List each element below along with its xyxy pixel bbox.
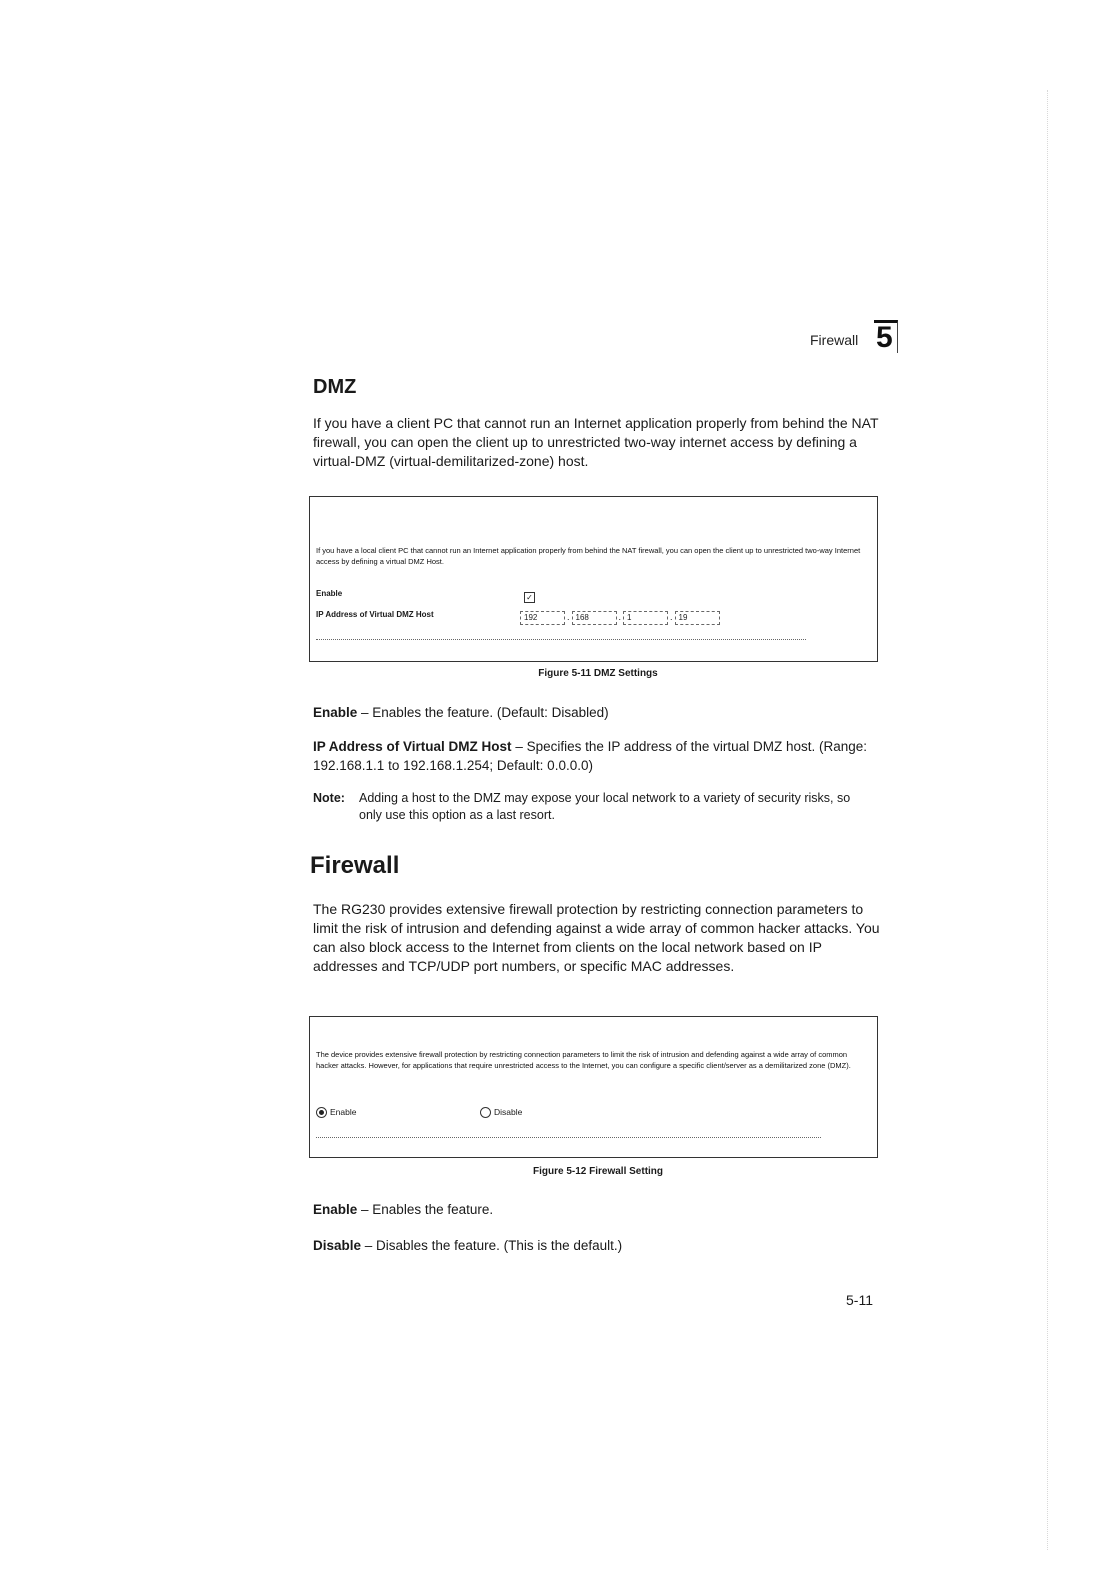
firewall-intro: The RG230 provides extensive firewall protection by restricting connection parameters to limit the risk of intrusion and defending against a wide array of common hacker attacks. You can also block access to the Internet from clients on the local network based on IP addresses and TCP/UDP port numbers, or specific MAC addresses. [313,901,880,974]
dmz-screenshot-divider [316,639,806,640]
radio-enable-label: Enable [330,1107,357,1117]
dmz-heading: DMZ [313,376,357,398]
def-text: – Enables the feature. [361,1202,494,1217]
firewall-disable-radio[interactable] [480,1107,522,1118]
radio-selected-icon [316,1107,327,1118]
note-label: Note: [313,791,345,805]
dmz-enable-label: Enable [316,589,343,598]
figure-5-11-caption: Figure 5-11 DMZ Settings [538,668,658,679]
def-fw-disable [313,1236,883,1255]
def-fw-enable [313,1200,883,1219]
chapter-number: 5 [874,320,898,353]
dmz-intro: If you have a client PC that cannot run an Internet application properly from behind the NAT firewall, you can open the client up to unrestricted two-way internet access by defining a virtual-DMZ (virtual-demilitarized-zone) host. [313,415,879,469]
radio-unselected-icon [480,1107,491,1118]
def-text: – Disables the feature. (This is the default.) [364,1238,623,1253]
dmz-screenshot-description: If you have a local client PC that cannot run an Internet application properly from behind the NAT firewall, you can open the client up to unrestricted two-way Internet access by defining a virtual DMZ Host. [316,546,861,566]
def-text: – Enables the feature. (Default: Disabled) [361,705,609,720]
check-icon: ✓ [524,592,535,603]
firewall-screenshot-description: The device provides extensive firewall protection by restricting connection parameters to limit the risk of intrusion and defending against a wide array of common hacker attacks. However, for applications that require unrestricted access to the Internet, you can configure a specific client/server as a demilitarized zone (DMZ). [316,1050,851,1070]
def-term: IP Address of Virtual DMZ Host [313,739,512,754]
def-term: Disable [313,1238,362,1253]
dmz-ip-label: IP Address of Virtual DMZ Host [316,610,434,619]
page-number: 5-11 [846,1292,873,1308]
figure-5-12-caption: Figure 5-12 Firewall Setting [532,1166,664,1177]
def-text: – Specifies the IP address of the virtual DMZ host. (Range: 192.168.1.1 to 192.168.1.254; Default: 0.0.0.0) [313,739,867,773]
dmz-settings-screenshot [309,496,878,662]
running-header-title: Firewall [810,332,859,348]
firewall-settings-screenshot [309,1016,878,1158]
def-term: Enable [313,705,358,720]
dmz-ip-fields: 192 . 168 . 1 . 19 [520,607,722,625]
dmz-enable-checkbox[interactable] [524,587,535,605]
note-text: Adding a host to the DMZ may expose your local network to a variety of security risks, so only use this option as a last resort. [359,791,851,822]
ip-octet-4[interactable]: 19 [675,611,720,625]
ip-octet-3[interactable]: 1 [623,611,668,625]
def-ip-address [313,737,883,775]
dmz-note [313,790,883,824]
firewall-heading: Firewall [310,852,400,879]
def-term: Enable [313,1202,358,1217]
ip-octet-1[interactable]: 192 [520,611,565,625]
ip-octet-2[interactable]: 168 [572,611,617,625]
firewall-screenshot-divider [316,1137,821,1138]
firewall-enable-radio[interactable] [316,1107,356,1118]
radio-disable-label: Disable [494,1107,523,1117]
def-enable [313,703,883,722]
scan-edge [1047,90,1048,1550]
